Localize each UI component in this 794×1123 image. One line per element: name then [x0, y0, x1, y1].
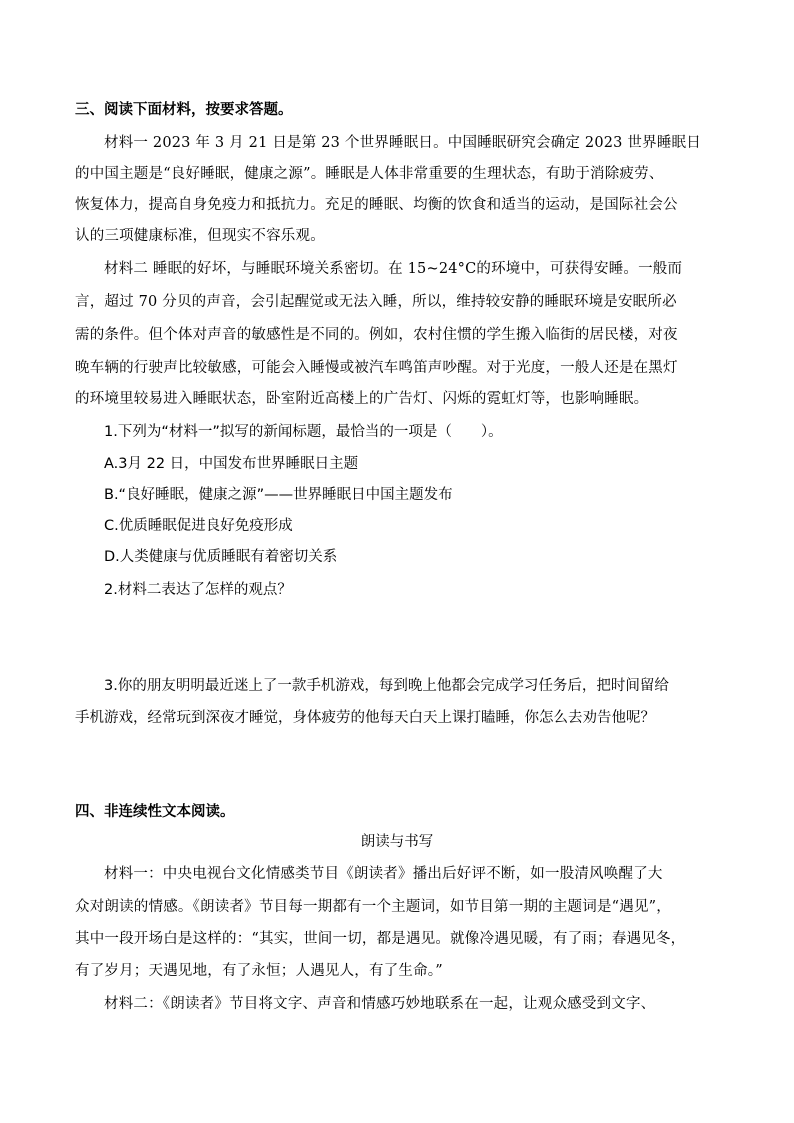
paragraph-line: 材料一：中央电视台文化情感类节目《朗读者》播出后好评不断，如一股清风唤醒了大 [104, 866, 663, 882]
option-d: D.人类健康与优质睡眠有着密切关系 [104, 549, 338, 565]
paragraph-line: 材料二 睡眠的好坏，与睡眠环境关系密切。在 15~24°C的环境中，可获得安睡。一般而 [104, 261, 683, 277]
question-line: 3.你的朋友明明最近迷上了一款手机游戏，每到晚上他都会完成学习任务后，把时间留给 [104, 678, 669, 694]
option-a: A.3月 22 日，中国发布世界睡眠日主题 [104, 456, 359, 472]
question-stem: 1.下列为“材料一”拟写的新闻标题，最恰当的一项是（ ）。 [104, 424, 503, 440]
question-2: 2.材料二表达了怎样的观点？ [104, 582, 292, 598]
paragraph-line: 认的三项健康标准，但现实不容乐观。 [75, 228, 325, 244]
question-line: 手机游戏，经常玩到深夜才睡觉，身体疲劳的他每天白天上课打瞌睡，你怎么去劝告他呢？ [75, 710, 655, 726]
option-b: B.“良好睡眠，健康之源”——世界睡眠日中国主题发布 [104, 487, 453, 503]
paragraph-line: 有了岁月；天遇见地，有了永恒；人遇见人，有了生命。” [75, 963, 443, 979]
paragraph-line: 的中国主题是“良好睡眠，健康之源”。睡眠是人体非常重要的生理状态，有助于消除疲劳、 [75, 166, 664, 182]
paragraph-line: 言，超过 70 分贝的声音，会引起醒觉或无法入睡，所以，维持较安静的睡眠环境是安眠所必 [75, 294, 677, 310]
section-4-heading: 四、非连续性文本阅读。 [75, 804, 235, 820]
paragraph-line: 的环境里较易进入睡眠状态，卧室附近高楼上的广告灯、闪烁的霓虹灯等，也影响睡眠。 [75, 391, 649, 407]
option-c: C.优质睡眠促进良好免疫形成 [104, 518, 293, 534]
paragraph-line: 材料一 2023 年 3 月 21 日是第 23 个世界睡眠日。中国睡眠研究会确定 2023 世界睡眠日 [104, 135, 701, 151]
paragraph-line: 材料二：《朗读者》节目将文字、声音和情感巧妙地联系在一起，让观众感受到文字、 [104, 996, 656, 1012]
paragraph-line: 晚车辆的行驶声比较敏感，可能会入睡慢或被汽车鸣笛声吵醒。对于光度，一般人还是在黑灯 [75, 360, 678, 376]
paragraph-line: 众对朗读的情感。《朗读者》节目每一期都有一个主题词，如节目第一期的主题词是“遇见”， [75, 899, 671, 915]
paragraph-line: 需的条件。但个体对声音的敏感性是不同的。例如，农村住惯的学生搬入临街的居民楼，对夜 [75, 327, 678, 343]
article-title: 朗读与书写 [360, 834, 434, 850]
paragraph-line: 恢复体力，提高自身免疫力和抵抗力。充足的睡眠、均衡的饮食和适当的运动，是国际社会公 [75, 197, 678, 213]
section-3-heading: 三、阅读下面材料，按要求答题。 [75, 102, 293, 118]
paragraph-line: 其中一段开场白是这样的：“其实，世间一切，都是遇见。就像冷遇见暖，有了雨；春遇见冬， [75, 931, 686, 947]
